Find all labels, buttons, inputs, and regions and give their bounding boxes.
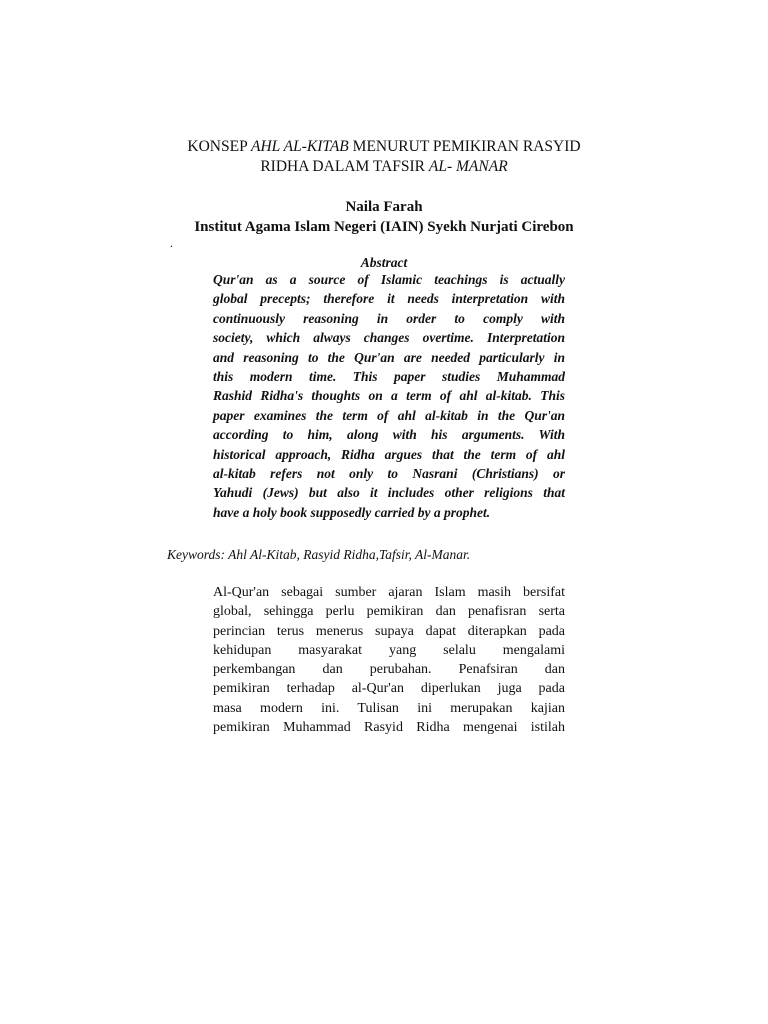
keywords-text: : Ahl Al-Kitab, Rasyid Ridha,Tafsir, Al-Manar. <box>220 547 471 562</box>
body-line: pemikiran Muhammad Rasyid Ridha mengenai istilah <box>213 720 565 736</box>
abstract-line: continuously reasoning in order to comply with <box>213 310 565 326</box>
body-line: perkembangan dan perubahan. Penafsiran dan <box>213 662 565 678</box>
abstract-line: and reasoning to the Qur'an are needed particularly in <box>213 349 565 365</box>
body-line: Al-Qur'an sebagai sumber ajaran Islam masih bersifat <box>213 585 565 600</box>
author-affiliation: Institut Agama Islam Negeri (IAIN) Syekh Nurjati Cirebon <box>194 219 574 235</box>
abstract-line: Rashid Ridha's thoughts on a term of ahl al-kitab. This <box>213 388 565 404</box>
abstract-heading: Abstract <box>360 255 408 270</box>
abstract-line: have a holy book supposedly carried by a prophet. <box>213 504 491 520</box>
abstract-line: al-kitab refers not only to Nasrani (Christians) or <box>213 466 565 482</box>
body-line: masa modern ini. Tulisan ini merupakan kajian <box>213 700 565 716</box>
title-italic-term: AHL AL-KITAB <box>251 138 349 155</box>
abstract-line: historical approach, Ridha argues that the term of ahl <box>213 446 565 462</box>
body-line: pemikiran terhadap al-Qur'an diperlukan juga pada <box>213 681 565 697</box>
abstract-line: this modern time. This paper studies Muhammad <box>213 369 565 385</box>
body-line: perincian terus menerus supaya dapat diterapkan pada <box>213 623 565 639</box>
body-line: global, sehingga perlu pemikiran dan penafisran serta <box>213 604 565 620</box>
paper-title <box>100 137 668 177</box>
title-text: KONSEP <box>187 138 252 155</box>
title-line-1 <box>100 137 668 157</box>
abstract-line: global precepts; therefore it needs interpretation with <box>213 291 565 307</box>
author-block <box>100 197 668 237</box>
title-italic-term: AL- MANAR <box>428 158 508 175</box>
body-line: kehidupan masyarakat yang selalu mengalami <box>213 642 565 658</box>
keywords-line <box>167 545 470 565</box>
abstract-line: according to him, along with his arguments. With <box>213 427 565 443</box>
stray-mark: . <box>170 236 173 250</box>
abstract-line: paper examines the term of ahl al-kitab in the Qur'an <box>213 407 565 423</box>
abstract-body <box>213 270 565 522</box>
body-paragraph <box>213 583 565 737</box>
abstract-line: Qur'an as a source of Islamic teachings is actually <box>213 272 565 287</box>
abstract-line: Yahudi (Jews) but also it includes other religions that <box>213 485 565 501</box>
title-line-2 <box>100 157 668 177</box>
title-text: MENURUT PEMIKIRAN RASYID <box>348 138 581 155</box>
author-name: Naila Farah <box>345 199 423 215</box>
keywords-label: Keywords <box>167 547 221 562</box>
title-text: RIDHA DALAM TAFSIR <box>260 158 429 175</box>
abstract-line: society, which always changes overtime. Interpretation <box>213 330 565 346</box>
